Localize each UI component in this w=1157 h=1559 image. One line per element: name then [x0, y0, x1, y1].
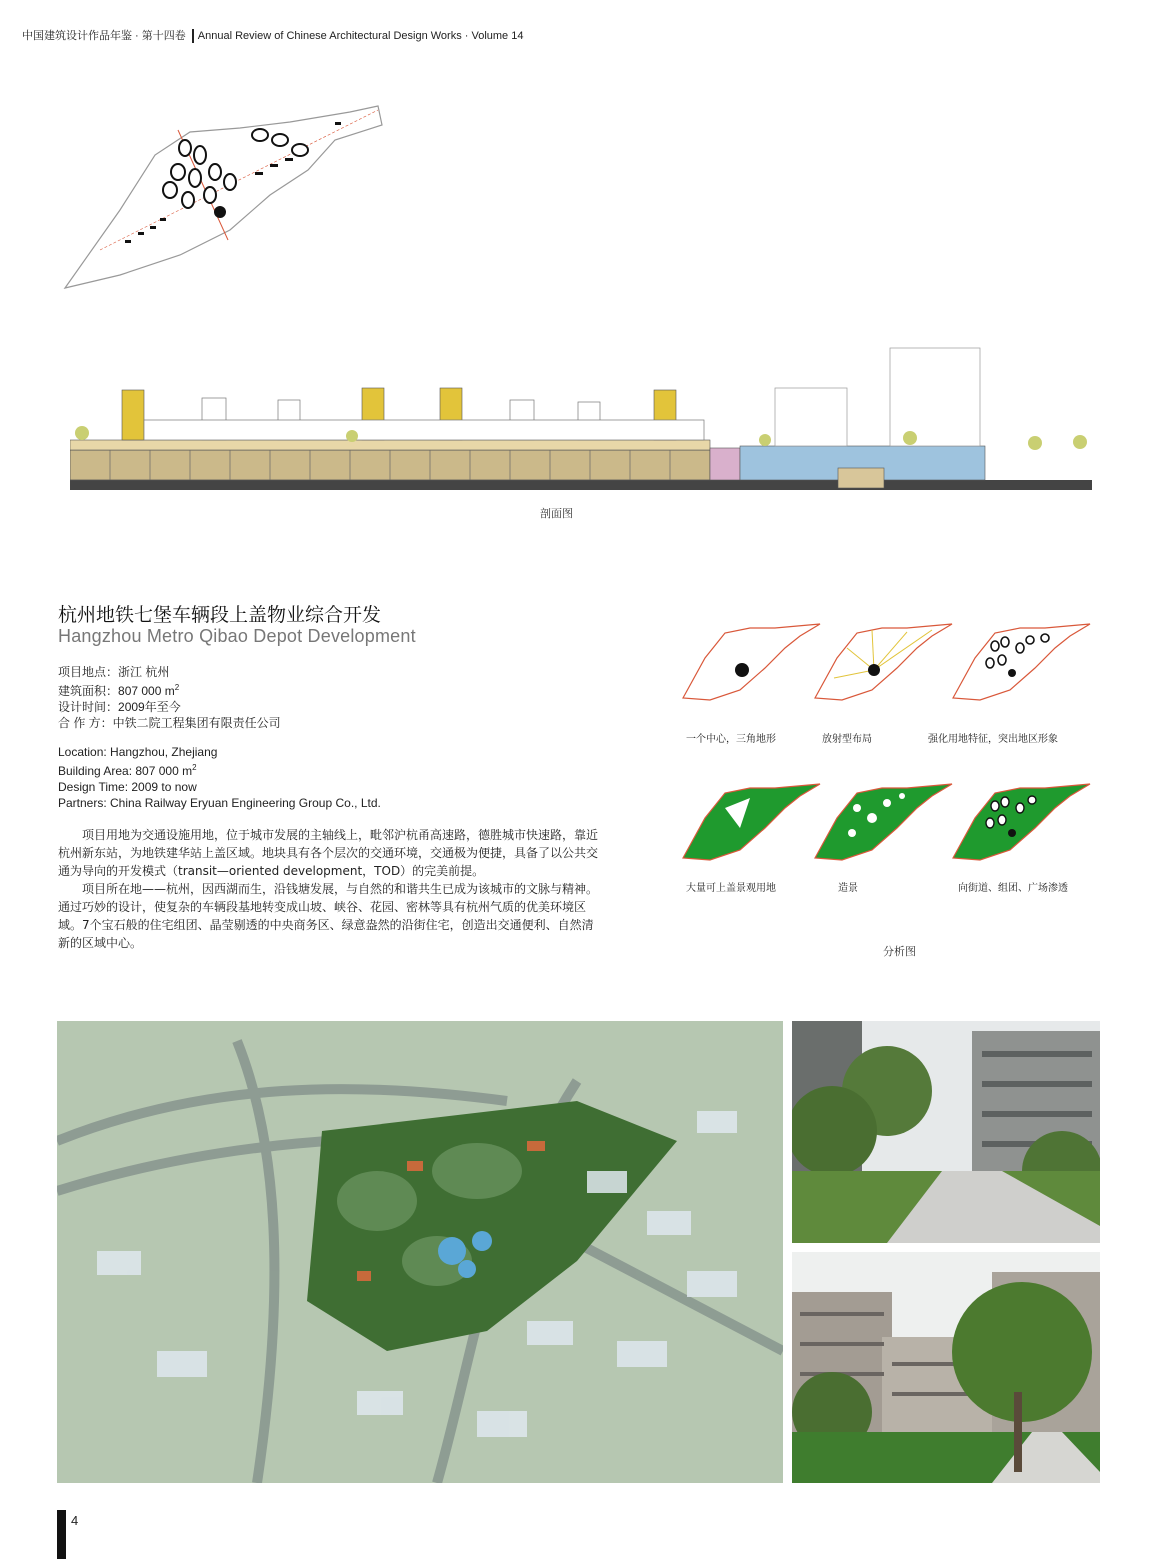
section-caption: 剖面图	[540, 508, 573, 520]
page-number: 4	[71, 1513, 79, 1528]
project-info-en	[58, 744, 381, 811]
analysis-diagram-3	[950, 618, 1100, 704]
info-row: Design Time: 2009 to now	[58, 780, 197, 794]
section-drawing	[70, 328, 1092, 493]
body-paragraph: 项目用地为交通设施用地，位于城市发展的主轴线上，毗邻沪杭甬高速路，德胜城市快速路，靠近杭州新东站，为地铁建华站上盖区域。地块具有各个层次的交通环境，交通极为便捷，具备了以公共交通为导向的开发模式（transit—oriented development，TOD）的完美前提。	[58, 828, 599, 878]
analysis-diagram-5	[812, 778, 962, 864]
info-row: 建筑面积：807 000 $m^2$	[58, 683, 180, 698]
site-plan	[60, 100, 390, 295]
diagram-caption: 分析图	[883, 946, 916, 958]
diagram-label-4: 大量可上盖景观用地	[686, 883, 776, 894]
analysis-diagram-2	[812, 618, 962, 704]
courtyard-photo-2	[792, 1252, 1100, 1483]
info-row: 项目地点：浙江 杭州	[58, 665, 170, 679]
project-title-en: Hangzhou Metro Qibao Depot Development	[58, 626, 416, 646]
info-row: 设计时间：2009年至今	[58, 700, 181, 714]
aerial-rendering	[57, 1021, 783, 1483]
diagram-label-2: 放射型布局	[822, 734, 872, 745]
header-en: Annual Review of Chinese Architectural Design Works · Volume 14	[197, 30, 524, 42]
diagram-label-5: 造景	[838, 883, 858, 894]
info-row: 合 作 方：中铁二院工程集团有限责任公司	[58, 716, 281, 730]
info-row: Location: Hangzhou, Zhejiang	[58, 745, 218, 759]
diagram-label-6: 向街道、组团、广场渗透	[958, 883, 1068, 894]
body-text	[58, 826, 598, 952]
diagram-label-3: 强化用地特征，突出地区形象	[928, 734, 1058, 745]
analysis-diagram-6	[950, 778, 1100, 864]
info-row: Partners: China Railway Eryuan Engineering Group Co., Ltd.	[58, 796, 381, 810]
info-row: Building Area: 807 000 $m^2$	[58, 763, 197, 778]
body-paragraph: 项目所在地——杭州，因西湖而生，沿钱塘发展，与自然的和谐共生已成为该城市的文脉与精神。通过巧妙的设计，使复杂的车辆段基地转变成山坡、峡谷、花园、密林等具有杭州气质的优美环境区域。7个宝石般的住宅组团、晶莹剔透的中央商务区、绿意盎然的沿街住宅，创造出交通便利、自然清新的区域中心。	[58, 882, 599, 950]
diagram-label-1: 一个中心，三角地形	[686, 734, 776, 745]
running-header	[22, 27, 523, 43]
page-number-bar	[57, 1510, 66, 1559]
analysis-diagram-1	[680, 618, 830, 704]
project-info-cn	[58, 664, 281, 731]
header-cn: 中国建筑设计作品年鉴 · 第十四卷	[22, 30, 186, 42]
project-title-cn: 杭州地铁七堡车辆段上盖物业综合开发	[58, 604, 382, 626]
header-divider	[192, 29, 194, 43]
courtyard-photo-1	[792, 1021, 1100, 1243]
analysis-diagram-4	[680, 778, 830, 864]
